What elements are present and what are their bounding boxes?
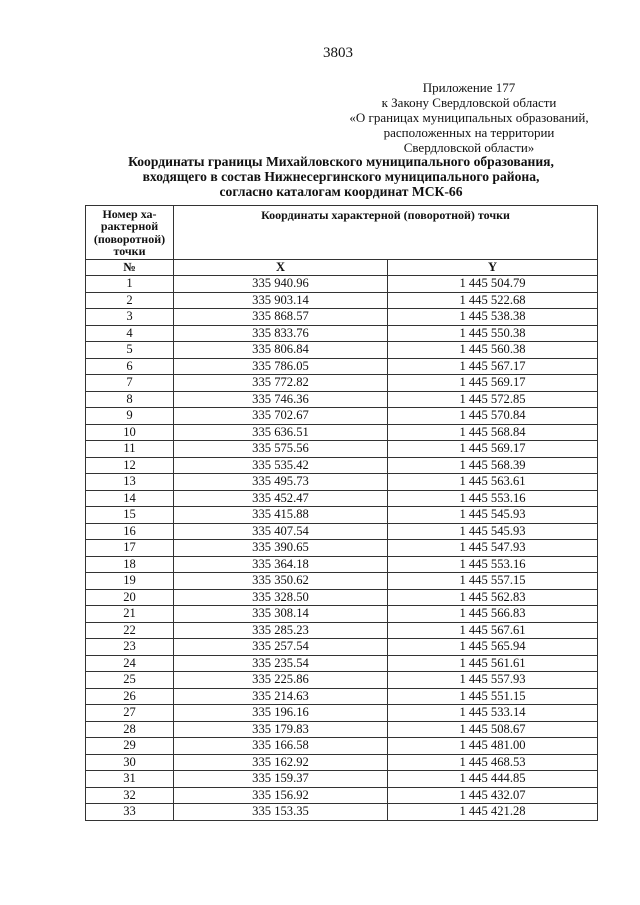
point-number-cell: 9 <box>86 408 174 425</box>
point-number-cell: 15 <box>86 507 174 524</box>
point-number-cell: 18 <box>86 556 174 573</box>
table-row <box>86 342 598 359</box>
point-number-cell: 23 <box>86 639 174 656</box>
x-coordinate-cell: 335 225.86 <box>174 672 388 689</box>
table-row <box>86 391 598 408</box>
coordinates-table <box>85 205 598 821</box>
point-number-cell: 2 <box>86 292 174 309</box>
point-number-cell: 4 <box>86 325 174 342</box>
y-coordinate-cell: 1 445 508.67 <box>388 721 598 738</box>
x-coordinate-cell: 335 746.36 <box>174 391 388 408</box>
x-coordinate-cell: 335 495.73 <box>174 474 388 491</box>
table-row <box>86 540 598 557</box>
y-coordinate-cell: 1 445 569.17 <box>388 441 598 458</box>
table-row <box>86 672 598 689</box>
x-coordinate-cell: 335 328.50 <box>174 589 388 606</box>
y-coordinate-cell: 1 445 566.83 <box>388 606 598 623</box>
y-coordinate-cell: 1 445 550.38 <box>388 325 598 342</box>
x-coordinate-cell: 335 162.92 <box>174 754 388 771</box>
table-row <box>86 738 598 755</box>
table-row <box>86 804 598 821</box>
y-coordinate-cell: 1 445 444.85 <box>388 771 598 788</box>
subheader-y: Y <box>388 260 598 276</box>
y-coordinate-cell: 1 445 557.15 <box>388 573 598 590</box>
y-coordinate-cell: 1 445 553.16 <box>388 556 598 573</box>
table-row <box>86 639 598 656</box>
point-number-cell: 29 <box>86 738 174 755</box>
x-coordinate-cell: 335 535.42 <box>174 457 388 474</box>
y-coordinate-cell: 1 445 553.16 <box>388 490 598 507</box>
point-number-cell: 28 <box>86 721 174 738</box>
x-coordinate-cell: 335 166.58 <box>174 738 388 755</box>
title-line: согласно каталогам координат МСК-66 <box>219 184 463 199</box>
y-coordinate-cell: 1 445 563.61 <box>388 474 598 491</box>
y-coordinate-cell: 1 445 568.39 <box>388 457 598 474</box>
table-row <box>86 721 598 738</box>
y-coordinate-cell: 1 445 560.38 <box>388 342 598 359</box>
y-coordinate-cell: 1 445 432.07 <box>388 787 598 804</box>
x-coordinate-cell: 335 415.88 <box>174 507 388 524</box>
table-row <box>86 474 598 491</box>
y-coordinate-cell: 1 445 569.17 <box>388 375 598 392</box>
point-number-cell: 21 <box>86 606 174 623</box>
point-number-cell: 5 <box>86 342 174 359</box>
table-row <box>86 622 598 639</box>
y-coordinate-cell: 1 445 533.14 <box>388 705 598 722</box>
header-point-number <box>86 206 174 260</box>
table-row <box>86 787 598 804</box>
point-number-cell: 1 <box>86 276 174 293</box>
table-row <box>86 688 598 705</box>
point-number-cell: 13 <box>86 474 174 491</box>
table-row <box>86 276 598 293</box>
x-coordinate-cell: 335 903.14 <box>174 292 388 309</box>
point-number-cell: 24 <box>86 655 174 672</box>
y-coordinate-cell: 1 445 481.00 <box>388 738 598 755</box>
x-coordinate-cell: 335 156.92 <box>174 787 388 804</box>
x-coordinate-cell: 335 285.23 <box>174 622 388 639</box>
x-coordinate-cell: 335 636.51 <box>174 424 388 441</box>
x-coordinate-cell: 335 806.84 <box>174 342 388 359</box>
header-line: рактерной <box>100 219 159 233</box>
point-number-cell: 11 <box>86 441 174 458</box>
x-coordinate-cell: 335 179.83 <box>174 721 388 738</box>
table-row <box>86 573 598 590</box>
table-row <box>86 523 598 540</box>
table-row <box>86 375 598 392</box>
appendix-line: расположенных на территории <box>383 125 555 140</box>
table-row <box>86 408 598 425</box>
subheader-number: № <box>86 260 174 276</box>
y-coordinate-cell: 1 445 522.68 <box>388 292 598 309</box>
x-coordinate-cell: 335 390.65 <box>174 540 388 557</box>
title-line: Координаты границы Михайловского муниципального образования, <box>128 154 554 169</box>
y-coordinate-cell: 1 445 468.53 <box>388 754 598 771</box>
x-coordinate-cell: 335 159.37 <box>174 771 388 788</box>
title-line: входящего в состав Нижнесергинского муниципального района, <box>142 169 540 184</box>
point-number-cell: 27 <box>86 705 174 722</box>
table-row <box>86 490 598 507</box>
x-coordinate-cell: 335 940.96 <box>174 276 388 293</box>
table-row <box>86 589 598 606</box>
header-line: Номер ха- <box>102 206 157 221</box>
y-coordinate-cell: 1 445 567.61 <box>388 622 598 639</box>
point-number-cell: 32 <box>86 787 174 804</box>
point-number-cell: 12 <box>86 457 174 474</box>
x-coordinate-cell: 335 214.63 <box>174 688 388 705</box>
point-number-cell: 14 <box>86 490 174 507</box>
appendix-line: «О границах муниципальных образований, <box>349 110 589 125</box>
header-line: точки <box>113 244 146 258</box>
table-row <box>86 457 598 474</box>
point-number-cell: 16 <box>86 523 174 540</box>
point-number-cell: 30 <box>86 754 174 771</box>
y-coordinate-cell: 1 445 547.93 <box>388 540 598 557</box>
table-header-row <box>86 206 598 260</box>
table-row <box>86 705 598 722</box>
y-coordinate-cell: 1 445 561.61 <box>388 655 598 672</box>
point-number-cell: 33 <box>86 804 174 821</box>
table-row <box>86 292 598 309</box>
x-coordinate-cell: 335 786.05 <box>174 358 388 375</box>
x-coordinate-cell: 335 153.35 <box>174 804 388 821</box>
appendix-reference <box>340 80 598 155</box>
x-coordinate-cell: 335 308.14 <box>174 606 388 623</box>
header-line: (поворотной) <box>93 231 166 246</box>
y-coordinate-cell: 1 445 545.93 <box>388 523 598 540</box>
table-row <box>86 424 598 441</box>
y-coordinate-cell: 1 445 538.38 <box>388 309 598 326</box>
x-coordinate-cell: 335 364.18 <box>174 556 388 573</box>
y-coordinate-cell: 1 445 565.94 <box>388 639 598 656</box>
table-row <box>86 507 598 524</box>
x-coordinate-cell: 335 868.57 <box>174 309 388 326</box>
point-number-cell: 3 <box>86 309 174 326</box>
y-coordinate-cell: 1 445 562.83 <box>388 589 598 606</box>
y-coordinate-cell: 1 445 504.79 <box>388 276 598 293</box>
y-coordinate-cell: 1 445 545.93 <box>388 507 598 524</box>
y-coordinate-cell: 1 445 421.28 <box>388 804 598 821</box>
x-coordinate-cell: 335 350.62 <box>174 573 388 590</box>
x-coordinate-cell: 335 407.54 <box>174 523 388 540</box>
x-coordinate-cell: 335 702.67 <box>174 408 388 425</box>
x-coordinate-cell: 335 575.56 <box>174 441 388 458</box>
x-coordinate-cell: 335 772.82 <box>174 375 388 392</box>
table-row <box>86 655 598 672</box>
table-row <box>86 325 598 342</box>
x-coordinate-cell: 335 235.54 <box>174 655 388 672</box>
table-row <box>86 771 598 788</box>
point-number-cell: 31 <box>86 771 174 788</box>
table-row <box>86 754 598 771</box>
point-number-cell: 19 <box>86 573 174 590</box>
point-number-cell: 25 <box>86 672 174 689</box>
table-row <box>86 358 598 375</box>
appendix-line: Свердловской области» <box>403 140 535 155</box>
point-number-cell: 6 <box>86 358 174 375</box>
point-number-cell: 8 <box>86 391 174 408</box>
table-row <box>86 441 598 458</box>
page-number: 3803 <box>323 45 353 61</box>
y-coordinate-cell: 1 445 557.93 <box>388 672 598 689</box>
document-title <box>85 154 597 199</box>
table-body <box>86 276 598 821</box>
y-coordinate-cell: 1 445 551.15 <box>388 688 598 705</box>
y-coordinate-cell: 1 445 568.84 <box>388 424 598 441</box>
table-row <box>86 309 598 326</box>
y-coordinate-cell: 1 445 570.84 <box>388 408 598 425</box>
table-row <box>86 556 598 573</box>
point-number-cell: 22 <box>86 622 174 639</box>
appendix-line: Приложение 177 <box>422 80 516 95</box>
point-number-cell: 20 <box>86 589 174 606</box>
x-coordinate-cell: 335 257.54 <box>174 639 388 656</box>
y-coordinate-cell: 1 445 567.17 <box>388 358 598 375</box>
table-row <box>86 606 598 623</box>
appendix-line: к Закону Свердловской области <box>381 95 557 110</box>
y-coordinate-cell: 1 445 572.85 <box>388 391 598 408</box>
x-coordinate-cell: 335 452.47 <box>174 490 388 507</box>
point-number-cell: 17 <box>86 540 174 557</box>
subheader-x: X <box>174 260 388 276</box>
point-number-cell: 10 <box>86 424 174 441</box>
point-number-cell: 7 <box>86 375 174 392</box>
table-subheader-row <box>86 260 598 276</box>
point-number-cell: 26 <box>86 688 174 705</box>
header-coordinates: Координаты характерной (поворотной) точки <box>174 206 598 260</box>
x-coordinate-cell: 335 196.16 <box>174 705 388 722</box>
x-coordinate-cell: 335 833.76 <box>174 325 388 342</box>
